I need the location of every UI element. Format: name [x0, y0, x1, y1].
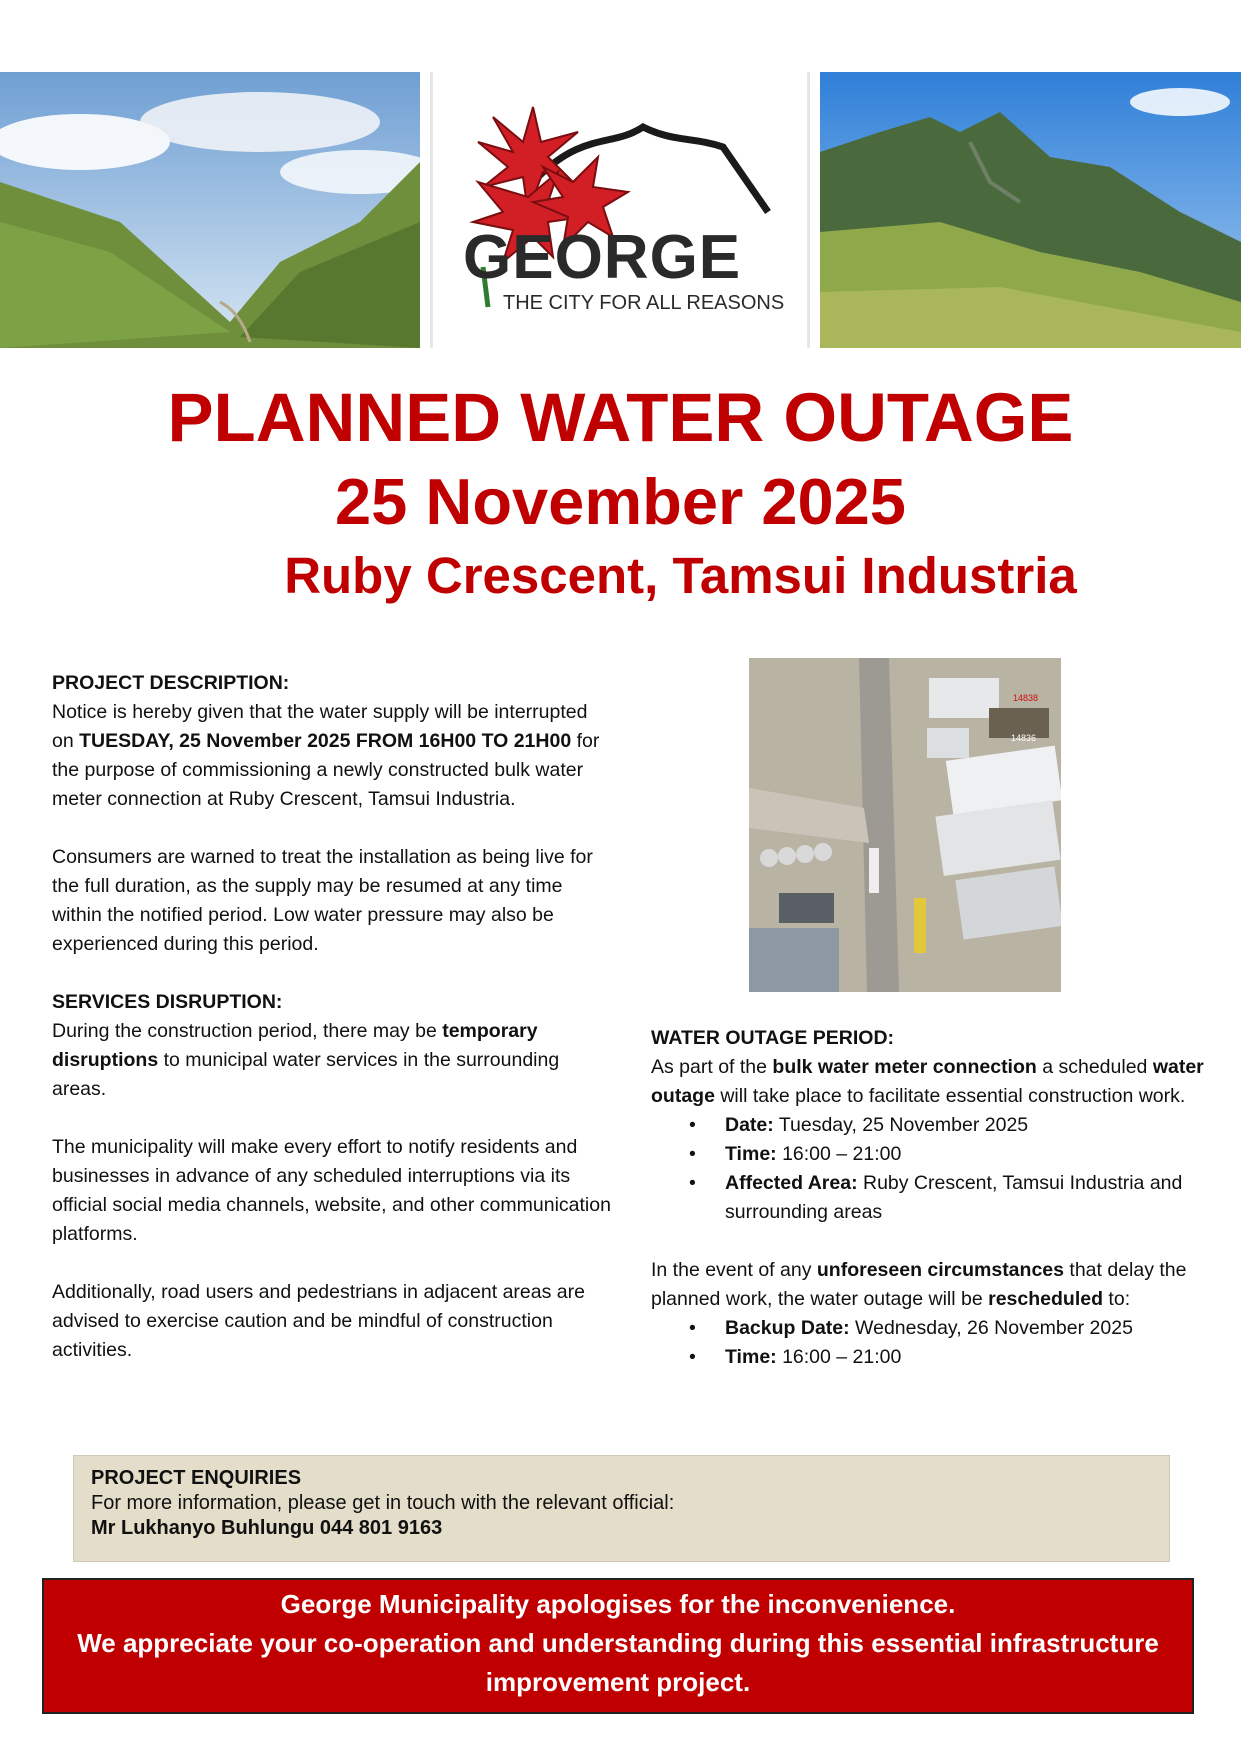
logo-wordmark: GEORGE	[463, 223, 742, 292]
outage-details-list	[651, 1111, 1211, 1227]
services-disruption-heading: SERVICES DISRUPTION:	[52, 991, 283, 1013]
project-enquiries-box	[73, 1455, 1170, 1562]
george-logo	[430, 72, 810, 348]
outage-date-title: 25 November 2025	[335, 465, 906, 538]
list-item: • Affected Area: Ruby Crescent, Tamsui Industria and surrounding areas	[651, 1169, 1211, 1227]
reschedule-paragraph: In the event of any unforeseen circumstances that delay the planned work, the water outage will be rescheduled to:	[651, 1259, 1187, 1310]
page-title: PLANNED WATER OUTAGE	[167, 379, 1074, 456]
project-description-heading: PROJECT DESCRIPTION:	[52, 672, 290, 694]
list-item: • Date: Tuesday, 25 November 2025	[651, 1111, 1211, 1140]
notification-paragraph: The municipality will make every effort to notify residents and businesses in advance of any scheduled interruptions via its official social media channels, website, and other communication platforms.	[52, 1136, 611, 1245]
list-item: • Time: 16:00 – 21:00	[651, 1140, 1211, 1169]
location-title: Ruby Crescent, Tamsui Industria	[284, 547, 1077, 604]
backup-details-list	[651, 1314, 1211, 1372]
services-disruption-paragraph: During the construction period, there may be temporary disruptions to municipal water services in the surrounding areas.	[52, 1020, 560, 1100]
mountain-peak-photo	[820, 72, 1241, 348]
aerial-label-14836: 14836	[1011, 733, 1037, 743]
list-item: • Time: 16:00 – 21:00	[651, 1343, 1211, 1372]
enquiries-heading: PROJECT ENQUIRIES	[91, 1467, 302, 1489]
contact-person: Mr Lukhanyo Buhlungu 044 801 9163	[91, 1517, 443, 1539]
mountain-valley-photo	[0, 72, 420, 348]
outage-period-paragraph: As part of the bulk water meter connection a scheduled water outage will take place to facilitate essential construction work.	[651, 1056, 1204, 1107]
apology-banner	[42, 1578, 1194, 1714]
header-banner	[0, 72, 1241, 348]
left-column	[52, 669, 612, 1365]
logo-tagline: THE CITY FOR ALL REASONS	[503, 292, 785, 314]
road-users-paragraph: Additionally, road users and pedestrians in adjacent areas are advised to exercise caution and be mindful of construction activities.	[52, 1281, 585, 1361]
aerial-site-photo	[749, 658, 1061, 992]
project-description-paragraph: Notice is hereby given that the water supply will be interrupted on TUESDAY, 25 November 2025 FROM 16H00 TO 21H00 for the purpose of commissioning a newly constructed bulk water meter connection at Ruby Crescent, Tamsui Industria.	[52, 701, 600, 810]
list-item: • Backup Date: Wednesday, 26 November 2025	[651, 1314, 1211, 1343]
right-column	[651, 1024, 1211, 1372]
appreciation-line: We appreciate your co-operation and understanding during this essential infrastructure improvement project.	[77, 1628, 1159, 1697]
enquiries-text: For more information, please get in touch with the relevant official:	[91, 1492, 675, 1514]
apology-line: George Municipality apologises for the inconvenience.	[280, 1589, 956, 1619]
water-outage-period-heading: WATER OUTAGE PERIOD:	[651, 1027, 895, 1049]
consumer-warning-paragraph: Consumers are warned to treat the installation as being live for the full duration, as the supply may be resumed at any time within the notified period. Low water pressure may also be experienced during this period.	[52, 846, 593, 955]
aerial-label-14838: 14838	[1013, 693, 1039, 703]
